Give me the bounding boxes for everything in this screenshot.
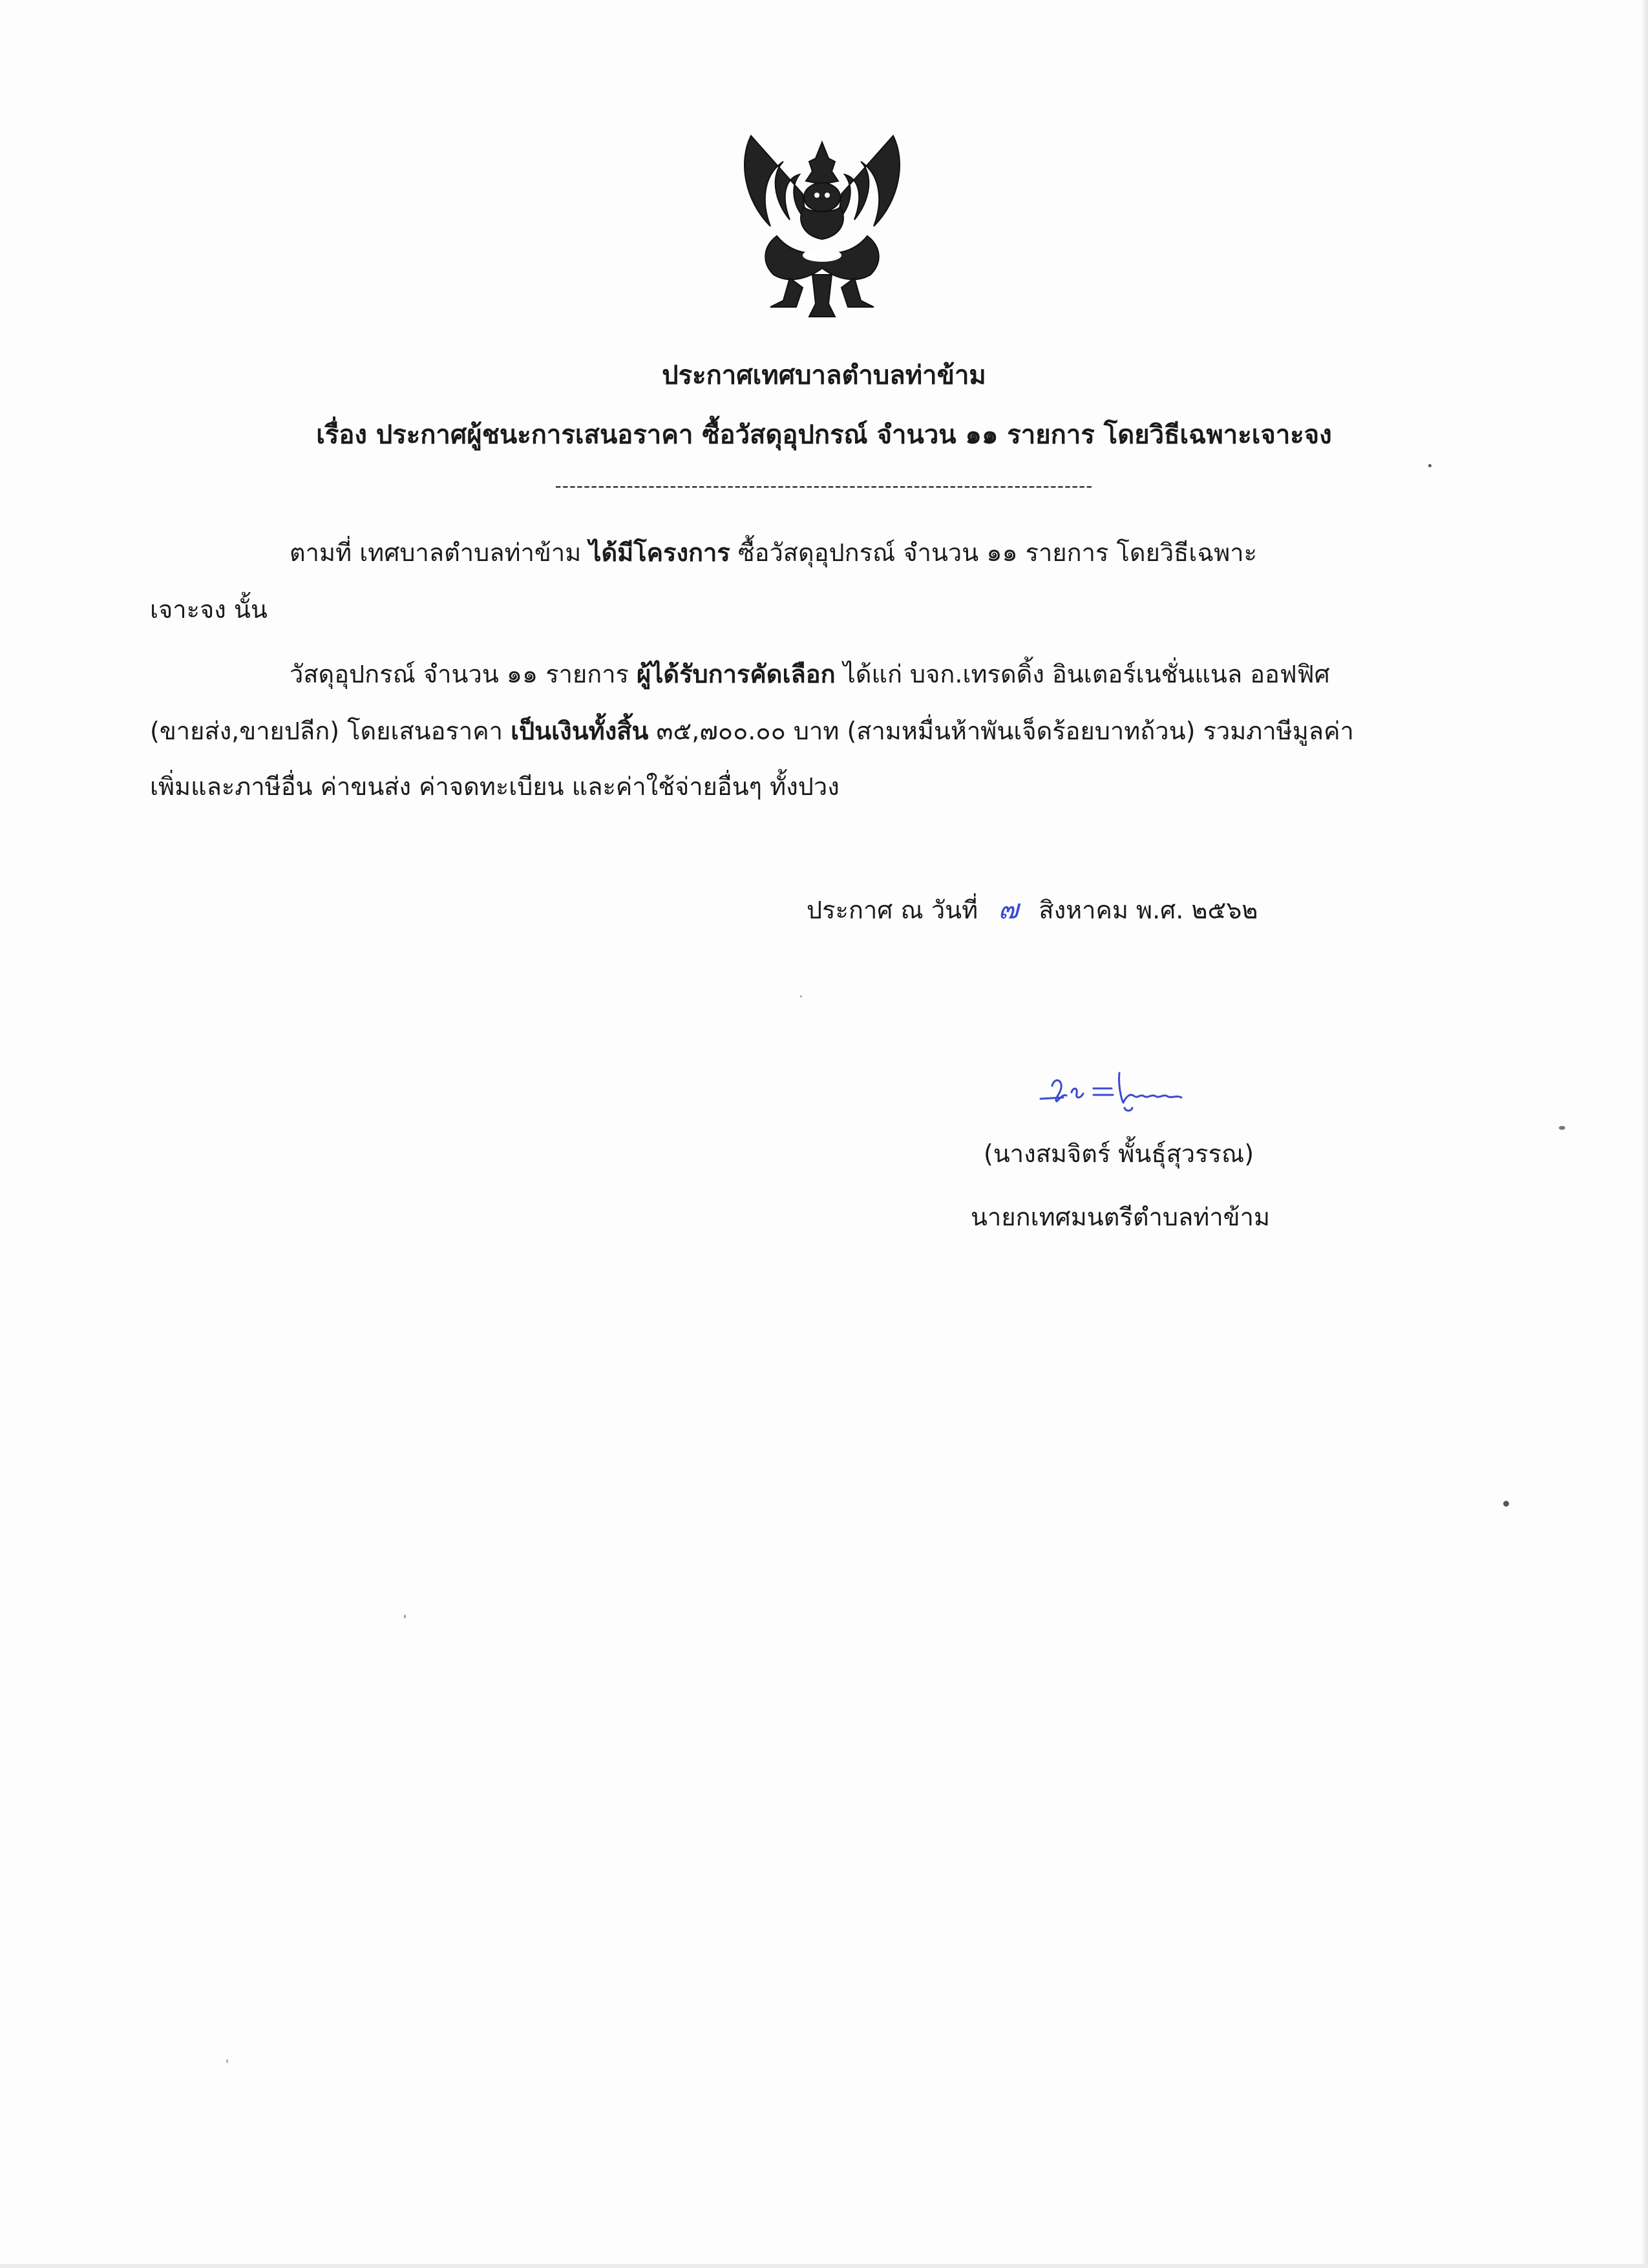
garuda-emblem-icon xyxy=(725,123,919,330)
paragraph-2-line-2 xyxy=(150,702,1354,760)
scan-speck xyxy=(1428,464,1431,467)
scan-speck xyxy=(1503,1501,1509,1507)
signatory-name: (นางสมจิตร์ พั้นธุ์สุวรรณ) xyxy=(984,1139,1254,1168)
paragraph-2-line-2-prefix: (ขายส่ง,ขายปลีก) โดยเสนอราคา xyxy=(150,717,511,745)
signature-image xyxy=(1034,1060,1241,1118)
date-prefix: ประกาศ ณ วันที่ xyxy=(807,896,978,924)
paragraph-2-line-1-bold: ผู้ได้รับการคัดเลือก xyxy=(637,660,836,688)
header-divider: --------------------------------------------------------------------------- xyxy=(555,475,1093,496)
scan-edge-right xyxy=(1643,0,1648,2268)
document-title: ประกาศเทศบาลตำบลท่าข้าม xyxy=(662,361,986,390)
announcement-date xyxy=(807,880,1258,939)
date-day-handwritten: ๗ xyxy=(998,893,1019,925)
scan-speck xyxy=(226,2059,228,2063)
scan-speck xyxy=(800,995,802,997)
paragraph-2-line-1-suffix: ได้แก่ บจก.เทรดดิ้ง อินเตอร์เนชั่นแนล ออฟฟิศ xyxy=(835,660,1330,688)
scan-speck xyxy=(404,1615,406,1618)
paragraph-2-line-2-suffix: ๓๕,๗๐๐.๐๐ บาท (สามหมื่นห้าพันเจ็ดร้อยบาทถ้วน) รวมภาษีมูลค่า xyxy=(648,717,1354,745)
scan-edge-bottom xyxy=(0,2264,1648,2268)
date-month-year: สิงหาคม พ.ศ. ๒๕๖๒ xyxy=(1039,896,1258,924)
paragraph-2-line-1-prefix: วัสดุอุปกรณ์ จำนวน ๑๑ รายการ xyxy=(290,660,637,688)
paragraph-2-line-1 xyxy=(290,645,1330,703)
paragraph-1-line-1-suffix: ซื้อวัสดุอุปกรณ์ จำนวน ๑๑ รายการ โดยวิธีเฉพาะ xyxy=(730,538,1258,567)
paragraph-2-line-3: เพิ่มและภาษีอื่น ค่าขนส่ง ค่าจดทะเบียน และค่าใช้จ่ายอื่นๆ ทั้งปวง xyxy=(150,772,840,801)
paragraph-2-line-2-bold: เป็นเงินทั้งสิ้น xyxy=(511,717,649,745)
paragraph-1-line-1-prefix: ตามที่ เทศบาลตำบลท่าข้าม xyxy=(290,538,589,567)
signatory-position: นายกเทศมนตรีตำบลท่าข้าม xyxy=(971,1203,1271,1231)
paragraph-1-line-1 xyxy=(290,524,1257,582)
document-subject: เรื่อง ประกาศผู้ชนะการเสนอราคา ซื้อวัสดุอุปกรณ์ จำนวน ๑๑ รายการ โดยวิธีเฉพาะเจาะจง xyxy=(316,420,1332,450)
paragraph-1-line-1-bold: ได้มีโครงการ xyxy=(589,538,730,567)
paragraph-1-line-2: เจาะจง นั้น xyxy=(150,595,268,624)
scan-speck xyxy=(1559,1126,1565,1130)
